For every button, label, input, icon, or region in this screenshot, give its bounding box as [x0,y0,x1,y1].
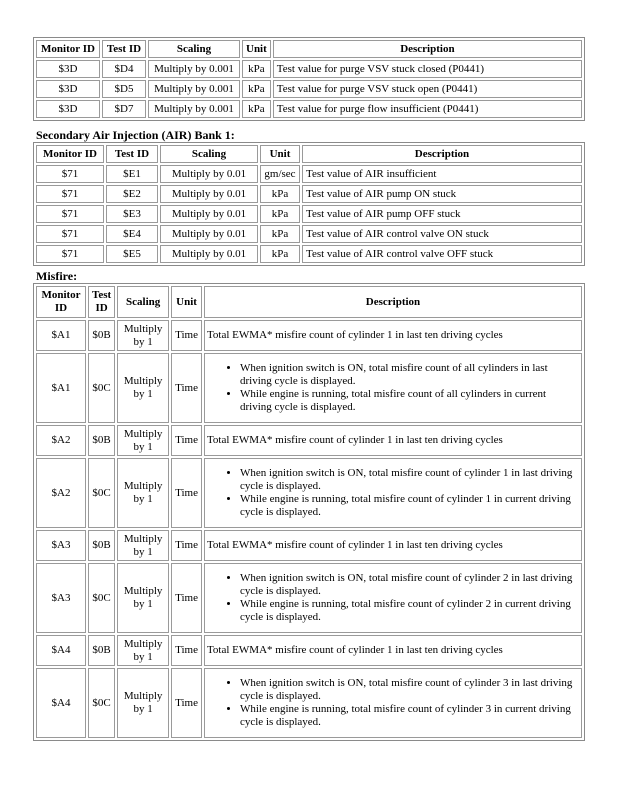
description-cell: Total EWMA* misfire count of cylinder 1 in last ten driving cycles [204,635,582,666]
bullet-item: • While engine is running, total misfire count of all cylinders in current driving cycle is displayed. [240,388,579,414]
unit-cell: Time [171,635,202,666]
table-row [36,205,582,223]
unit-cell: Time [171,458,202,528]
table-row [36,635,582,666]
description-cell: Total EWMA* misfire count of cylinder 1 in last ten driving cycles [204,530,582,561]
unit-cell: kPa [242,60,271,78]
monitor-id-cell: $3D [36,80,100,98]
description-cell [204,458,582,528]
test-id-cell: $D4 [102,60,146,78]
description-cell: Total EWMA* misfire count of cylinder 1 in last ten driving cycles [204,425,582,456]
description-cell: Test value for purge flow insufficient (P0441) [273,100,582,118]
bullet-list [207,572,579,624]
description-cell: Test value of AIR control valve ON stuck [302,225,582,243]
bullet-item: • While engine is running, total misfire count of cylinder 3 in current driving cycle is displayed. [240,703,579,729]
test-id-cell: $E1 [106,165,158,183]
description-cell [204,668,582,738]
scaling-cell: Multiply by 0.01 [160,185,258,203]
header-monitor-id: Monitor ID [36,40,100,58]
table-row [36,80,582,98]
scaling-cell: Multiply by 0.001 [148,100,240,118]
header-scaling: Scaling [117,286,169,318]
test-id-cell: $D7 [102,100,146,118]
header-test-id: Test ID [88,286,115,318]
unit-cell: Time [171,668,202,738]
monitor-id-cell: $A2 [36,458,86,528]
test-id-cell: $E4 [106,225,158,243]
table-row [36,353,582,423]
table-row [36,60,582,78]
monitor-id-cell: $71 [36,205,104,223]
table-row [36,425,582,456]
header-test-id: Test ID [106,145,158,163]
header-row [36,145,582,163]
scaling-cell: Multiply by 1 [117,425,169,456]
scaling-cell: Multiply by 1 [117,563,169,633]
misfire-monitor-table [33,283,585,741]
bullet-item: • When ignition switch is ON, total misfire count of all cylinders in last driving cycle is displayed. [240,362,579,388]
description-cell: Test value of AIR insufficient [302,165,582,183]
description-cell: Test value of AIR control valve OFF stuck [302,245,582,263]
table-row [36,165,582,183]
header-row [36,286,582,318]
table-row [36,668,582,738]
monitor-id-cell: $3D [36,100,100,118]
test-id-cell: $0B [88,425,115,456]
unit-cell: Time [171,320,202,351]
bullet-item: • When ignition switch is ON, total misfire count of cylinder 1 in last driving cycle is displayed. [240,467,579,493]
monitor-id-cell: $A3 [36,530,86,561]
header-scaling: Scaling [148,40,240,58]
section-title-misfire: Misfire: [36,269,78,283]
description-cell: Test value of AIR pump OFF stuck [302,205,582,223]
unit-cell: Time [171,353,202,423]
test-id-cell: $0B [88,320,115,351]
table-row [36,225,582,243]
air-monitor-table [33,142,585,266]
table-row [36,320,582,351]
test-id-cell: $0C [88,353,115,423]
bullet-item: • While engine is running, total misfire count of cylinder 1 in current driving cycle is displayed. [240,493,579,519]
header-test-id: Test ID [102,40,146,58]
description-cell: Test value for purge VSV stuck open (P0441) [273,80,582,98]
description-cell: Total EWMA* misfire count of cylinder 1 in last ten driving cycles [204,320,582,351]
scaling-cell: Multiply by 0.01 [160,225,258,243]
table-row [36,530,582,561]
monitor-id-cell: $71 [36,225,104,243]
table-row [36,100,582,118]
monitor-id-cell: $A4 [36,635,86,666]
header-unit: Unit [171,286,202,318]
monitor-id-cell: $A2 [36,425,86,456]
unit-cell: Time [171,425,202,456]
scaling-cell: Multiply by 1 [117,353,169,423]
monitor-id-cell: $71 [36,245,104,263]
test-id-cell: $0C [88,563,115,633]
description-cell: Test value of AIR pump ON stuck [302,185,582,203]
monitor-id-cell: $3D [36,60,100,78]
monitor-id-cell: $A3 [36,563,86,633]
monitor-id-cell: $A1 [36,320,86,351]
unit-cell: Time [171,530,202,561]
unit-cell: kPa [242,100,271,118]
scaling-cell: Multiply by 0.01 [160,205,258,223]
monitor-id-cell: $71 [36,165,104,183]
unit-cell: gm/sec [260,165,300,183]
section-title-air: Secondary Air Injection (AIR) Bank 1: [36,128,235,142]
scaling-cell: Multiply by 1 [117,530,169,561]
test-id-cell: $0C [88,458,115,528]
header-scaling: Scaling [160,145,258,163]
header-description: Description [273,40,582,58]
scaling-cell: Multiply by 1 [117,320,169,351]
header-unit: Unit [242,40,271,58]
scaling-cell: Multiply by 0.01 [160,165,258,183]
scaling-cell: Multiply by 0.001 [148,60,240,78]
monitor-id-cell: $A1 [36,353,86,423]
scaling-cell: Multiply by 0.001 [148,80,240,98]
table-row [36,185,582,203]
monitor-id-cell: $71 [36,185,104,203]
table-row [36,458,582,528]
header-monitor-id: Monitor ID [36,145,104,163]
test-id-cell: $E5 [106,245,158,263]
bullet-list [207,467,579,519]
bullet-item: • When ignition switch is ON, total misfire count of cylinder 3 in last driving cycle is displayed. [240,677,579,703]
bullet-list [207,677,579,729]
table-row [36,563,582,633]
table-row [36,245,582,263]
description-cell [204,563,582,633]
header-unit: Unit [260,145,300,163]
monitor-id-cell: $A4 [36,668,86,738]
test-id-cell: $0C [88,668,115,738]
unit-cell: kPa [260,225,300,243]
purge-monitor-table [33,37,585,121]
unit-cell: kPa [260,205,300,223]
unit-cell: kPa [260,185,300,203]
bullet-item: • When ignition switch is ON, total misfire count of cylinder 2 in last driving cycle is displayed. [240,572,579,598]
unit-cell: kPa [260,245,300,263]
bullet-item: • While engine is running, total misfire count of cylinder 2 in current driving cycle is displayed. [240,598,579,624]
test-id-cell: $0B [88,530,115,561]
scaling-cell: Multiply by 0.01 [160,245,258,263]
unit-cell: Time [171,563,202,633]
test-id-cell: $0B [88,635,115,666]
scaling-cell: Multiply by 1 [117,635,169,666]
header-description: Description [204,286,582,318]
unit-cell: kPa [242,80,271,98]
test-id-cell: $E3 [106,205,158,223]
test-id-cell: $E2 [106,185,158,203]
description-cell: Test value for purge VSV stuck closed (P0441) [273,60,582,78]
bullet-list [207,362,579,414]
test-id-cell: $D5 [102,80,146,98]
header-row [36,40,582,58]
scaling-cell: Multiply by 1 [117,668,169,738]
header-description: Description [302,145,582,163]
header-monitor-id: Monitor ID [36,286,86,318]
scaling-cell: Multiply by 1 [117,458,169,528]
description-cell [204,353,582,423]
